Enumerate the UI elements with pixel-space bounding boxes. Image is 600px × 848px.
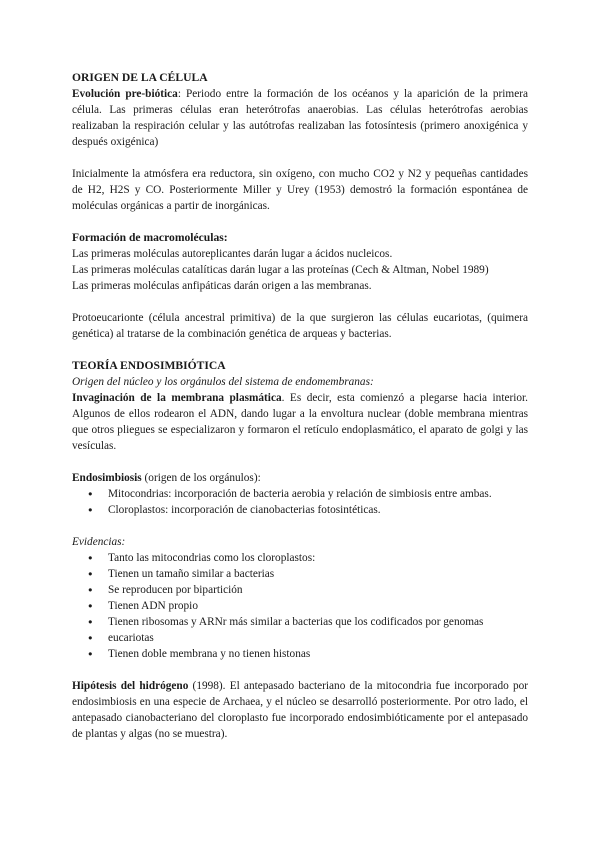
invaginacion-term: Invaginación de la membrana plasmática: [72, 392, 282, 404]
endosimbiotica-subtitle: Origen del núcleo y los orgánulos del sistema de endomembranas:: [72, 376, 374, 388]
hidrogeno-term: Hipótesis del hidrógeno: [72, 680, 189, 692]
list-item: ● Tienen ribosomas y ARNr más similar a bacterias que los codificados por genomas: [72, 614, 528, 630]
evidencias-list: [72, 550, 528, 662]
hidrogeno-text: (1998). El antepasado bacteriano de la mitocondria fue incorporado por endosimbiosis en una especie de Archaea, y el núcleo se desarrolló posteriormente. Por otro lado, el antepasado cianobacteriano del cloroplasto fue incorporado endosimbióticamente por el antepasado de plantas y algas (no se muestra).: [72, 680, 528, 740]
atmosfera-paragraph: Inicialmente la atmósfera era reductora, sin oxígeno, con mucho CO2 y N2 y pequeñas cantidades de H2, H2S y CO. Posteriormente Miller y Urey (1953) demostró la formación espontánea de moléculas orgánicas a partir de inorgánicas.: [72, 168, 528, 212]
endosimbiosis-text: (origen de los orgánulos):: [141, 472, 261, 484]
protoeucarionte-paragraph: Protoeucarionte (célula ancestral primitiva) de la que surgieron las células eucariotas, (quimera genética) al tratarse de la combinación genética de arqueas y bacterias.: [72, 312, 528, 340]
list-item: ● Tienen ADN propio: [72, 598, 528, 614]
section-title-origen: ORIGEN DE LA CÉLULA: [72, 71, 208, 84]
macro-line: Las primeras moléculas autoreplicantes darán lugar a ácidos nucleicos.: [72, 248, 393, 260]
endosimbiosis-list: [72, 486, 528, 518]
list-item: ● Tienen doble membrana y no tienen histonas: [72, 646, 528, 662]
invaginacion-paragraph: [72, 390, 528, 454]
list-item: ● Cloroplastos: incorporación de cianobacterias fotosintéticas.: [72, 502, 528, 518]
list-item: ● Tanto las mitocondrias como los cloroplastos:: [72, 550, 528, 566]
macromoleculas-title: Formación de macromoléculas:: [72, 231, 228, 244]
list-item: ● Se reproducen por bipartición: [72, 582, 528, 598]
invaginacion-text: . Es decir, esta comienzó a plegarse hacia interior. Algunos de ellos rodearon el ADN, dando lugar a la envoltura nuclear (doble membrana mientras que otros pliegues se especializaron y formaron el retículo endoplasmático, el aparato de golgi y las vesículas.: [72, 392, 528, 452]
evidencias-title: Evidencias:: [72, 536, 126, 548]
evolucion-term: Evolución pre-biótica: [72, 88, 178, 100]
section-title-endosimbiotica: TEORÍA ENDOSIMBIÓTICA: [72, 359, 226, 372]
endosimbiosis-heading: [72, 470, 528, 486]
macro-line: Las primeras moléculas anfipáticas darán origen a las membranas.: [72, 280, 372, 292]
endosimbiosis-term: Endosimbiosis: [72, 472, 142, 484]
macro-line: Las primeras moléculas catalíticas darán lugar a las proteínas (Cech & Altman, Nobel 1989): [72, 264, 489, 276]
list-item: ● Mitocondrias: incorporación de bacteria aerobia y relación de simbiosis entre ambas.: [72, 486, 528, 502]
document-page: [72, 70, 528, 742]
evolucion-paragraph: [72, 86, 528, 150]
hidrogeno-paragraph: [72, 678, 528, 742]
list-item: ● eucariotas: [72, 630, 528, 646]
list-item: ● Tienen un tamaño similar a bacterias: [72, 566, 528, 582]
evolucion-text: : Periodo entre la formación de los océanos y la aparición de la primera célula. Las primeras células eran heterótrofas anaerobias. Las células heterótrofas aerobias realizaban la respiración celular y las autótrofas realizaban las fotosíntesis (primero anoxigénica y después oxigénica): [72, 88, 528, 148]
